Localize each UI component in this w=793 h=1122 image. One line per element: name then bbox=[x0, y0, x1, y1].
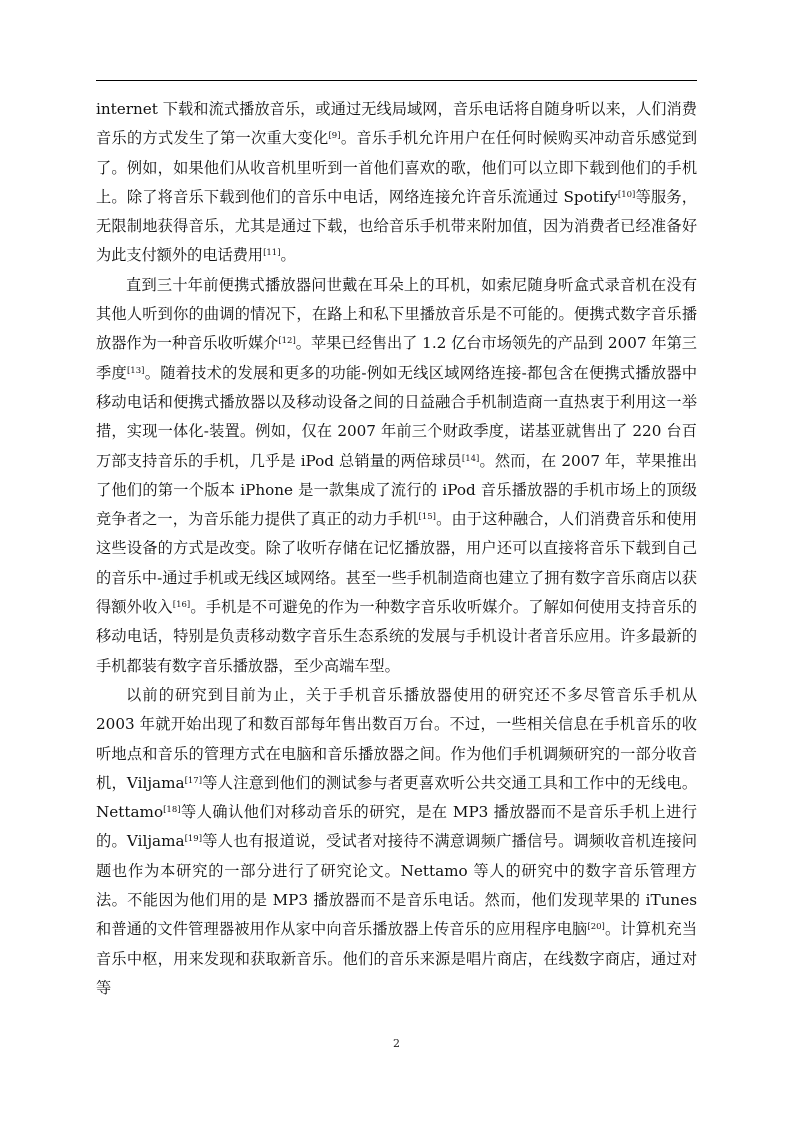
text-run: 直到三十年前便携式播放器问世戴在耳朵上的耳机，如索尼随身听盒式录音机在没有其他人听到你的曲调的情况下，在路上和私下里播放音乐是不可能的。便携式数字音乐播放器作为一种音乐收听媒介 bbox=[96, 275, 697, 353]
citation-marker: [19] bbox=[184, 834, 203, 845]
paragraph-2 bbox=[96, 271, 697, 681]
citation-marker: [18] bbox=[163, 805, 181, 816]
text-run: 等服务，无限制地获得音乐，尤其是通过下载，也给音乐手机带来附加值，因为消费者已经准备好为此支付额外的电话费用 bbox=[96, 187, 697, 265]
text-run: 。苹果已经售出了 1.2 亿台市场领先的产品到 2007 年第三季度 bbox=[96, 334, 697, 382]
text-run: 等人确认他们对移动音乐的研究，是在 MP3 播放器而不是音乐手机上进行的。Viljama bbox=[96, 803, 697, 851]
paragraph-3 bbox=[96, 681, 697, 1003]
text-run: internet 下载和流式播放音乐，或通过无线局域网，音乐电话将自随身听以来，人们消费音乐的方式发生了第一次重大变化 bbox=[96, 100, 697, 148]
citation-marker: [16] bbox=[172, 600, 191, 611]
text-run: 。由于这种融合，人们消费音乐和使用这些设备的方式是改变。除了收听存储在记忆播放器，用户还可以直接将音乐下载到自己的音乐中-通过手机或无线区域网络。甚至一些手机制造商也建立了拥有数字音乐商店以获得额外收入 bbox=[96, 510, 698, 617]
citation-marker: [10] bbox=[617, 189, 636, 200]
citation-marker: [13] bbox=[126, 365, 145, 376]
body-text bbox=[96, 95, 697, 1003]
citation-marker: [20] bbox=[587, 922, 605, 933]
text-run: 以前的研究到目前为止，关于手机音乐播放器使用的研究还不多尽管音乐手机从 2003 年就开始出现了和数百部每年售出数百万台。不过，一些相关信息在手机音乐的收听地点和音乐的管理方式在电脑和音乐播放器之间。作为他们手机调频研究的一部分收音机，Viljama bbox=[96, 685, 697, 792]
citation-marker: [9] bbox=[328, 131, 341, 142]
text-run: 。音乐手机允许用户在任何时候购买冲动音乐感觉到了。例如，如果他们从收音机里听到一首他们喜欢的歌，他们可以立即下载到他们的手机上。除了将音乐下载到他们的音乐中电话，网络连接允许音乐流通过 Spotify bbox=[96, 129, 698, 206]
citation-marker: [12] bbox=[278, 336, 296, 347]
text-run: 。 bbox=[280, 246, 296, 265]
header-rule bbox=[96, 80, 697, 81]
citation-marker: [17] bbox=[184, 775, 203, 786]
text-run: 。随着技术的发展和更多的功能-例如无线区域网络连接-都包含在便携式播放器中移动电话和便携式播放器以及移动设备之间的日益融合手机制造商一直热衷于利用这一举措，实现一体化-装置。例如，仅在 2007 年前三个财政季度，诺基亚就售出了 220 台百万部支持音乐的手机，几乎是 iPod 总销量的两倍球员 bbox=[96, 363, 698, 470]
paragraph-1 bbox=[96, 95, 697, 271]
text-run: 。计算机充当音乐中枢，用来发现和获取新音乐。他们的音乐来源是唱片商店，在线数字商店，通过对等 bbox=[96, 920, 698, 997]
text-run: 等人注意到他们的测试参与者更喜欢听公共交通工具和工作中的无线电。Nettamo bbox=[96, 773, 698, 822]
page-number: 2 bbox=[393, 1037, 400, 1050]
citation-marker: [14] bbox=[461, 453, 480, 464]
citation-marker: [15] bbox=[418, 512, 436, 523]
text-run: 。然而，在 2007 年，苹果推出了他们的第一个版本 iPhone 是一款集成了流行的 iPod 音乐播放器的手机市场上的顶级竞争者之一，为音乐能力提供了真正的动力手机 bbox=[96, 451, 698, 529]
text-run: 。手机是不可避免的作为一种数字音乐收听媒介。了解如何使用支持音乐的移动电话，特别是负责移动数字音乐生态系统的发展与手机设计者音乐应用。许多最新的手机都装有数字音乐播放器，至少高端车型。 bbox=[96, 598, 698, 675]
citation-marker: [11] bbox=[263, 248, 281, 259]
text-run: 等人也有报道说，受试者对接待不满意调频广播信号。调频收音机连接问题也作为本研究的一部分进行了研究论文。Nettamo 等人的研究中的数字音乐管理方法。不能因为他们用的是 MP3 播放器而不是音乐电话。然而，他们发现苹果的 iTunes 和普通的文件管理器被用作从家中向音乐播放器上传音乐的应用程序电脑 bbox=[96, 832, 698, 939]
